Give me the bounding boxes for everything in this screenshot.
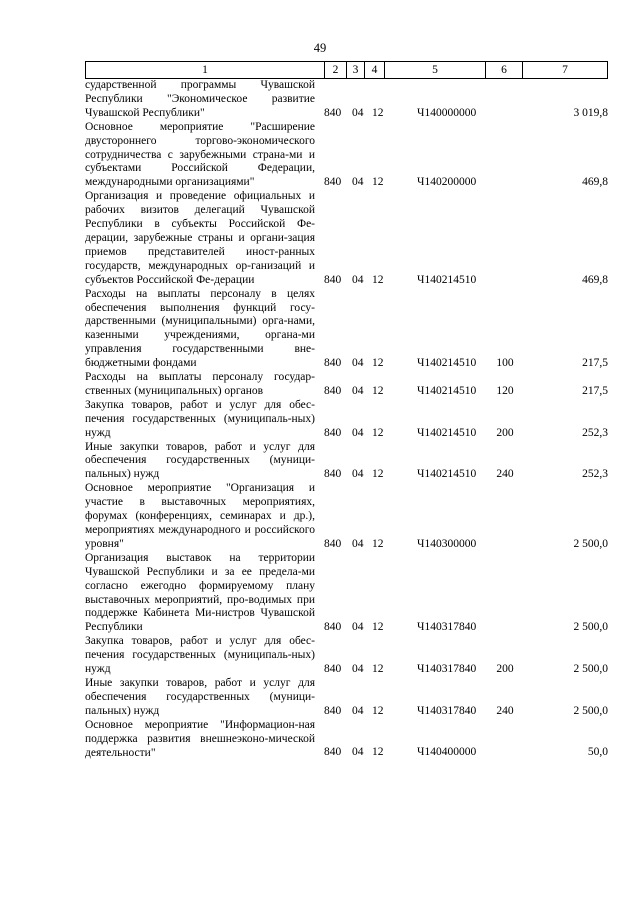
expense-type-code: 200 — [496, 426, 514, 439]
amount: 3 019,8 — [573, 106, 608, 119]
row-description: Расходы на выплаты персоналу в целях обеспечения выполнения функций госу-дарственными (муниципальными) орга-нами, казенными учреждениями, органа-ми управления государственными вне-бюджетными фондами — [85, 287, 315, 370]
target-article-code: Ч140214510 — [417, 468, 477, 481]
row-codes — [315, 357, 608, 371]
amount: 469,8 — [582, 273, 608, 286]
row-codes — [315, 107, 608, 121]
expense-type-code: 200 — [496, 662, 514, 675]
subsection-code: 12 — [372, 468, 384, 481]
row-description: сударственной программы Чувашской Республики "Экономическое развитие Чувашской Республики" — [85, 79, 315, 119]
table-row — [85, 719, 608, 761]
table-row — [85, 288, 608, 371]
subsection-code: 12 — [372, 704, 384, 717]
section-code: 04 — [352, 704, 364, 717]
section-code: 04 — [352, 746, 364, 759]
subsection-code: 12 — [372, 426, 384, 439]
table-row — [85, 441, 608, 483]
table-row — [85, 371, 608, 399]
target-article-code: Ч140317840 — [417, 704, 477, 717]
amount: 217,5 — [582, 357, 608, 370]
subsection-code: 12 — [372, 357, 384, 370]
header-col-5: 5 — [385, 62, 486, 78]
table-row — [85, 552, 608, 635]
expense-type-code: 100 — [496, 357, 514, 370]
row-description: Иные закупки товаров, работ и услуг для обеспечения государственных (муници-пальных) нужд — [85, 440, 315, 481]
amount: 2 500,0 — [573, 621, 608, 634]
table-row — [85, 482, 608, 552]
target-article-code: Ч140214510 — [417, 273, 477, 286]
table-row — [85, 121, 608, 191]
header-col-7: 7 — [562, 64, 568, 76]
row-description: Закупка товаров, работ и услуг для обес-печения государственных (муниципаль-ных) нужд — [85, 635, 315, 676]
subsection-code: 12 — [372, 176, 384, 189]
grbs-code: 840 — [324, 426, 342, 439]
expense-type-code: 240 — [496, 468, 514, 481]
header-col-2: 2 — [325, 62, 347, 78]
section-code: 04 — [352, 468, 364, 481]
header-col-1: 1 — [86, 62, 325, 78]
amount: 50,0 — [587, 746, 608, 759]
row-description: Закупка товаров, работ и услуг для обес-печения государственных (муниципаль-ных) нужд — [85, 398, 315, 439]
row-codes — [315, 746, 608, 760]
row-codes — [315, 468, 608, 482]
row-description: Основное мероприятие "Информацион-ная поддержка развития внешнеэконо-мической деятельности" — [85, 718, 315, 759]
grbs-code: 840 — [324, 704, 342, 717]
subsection-code: 12 — [372, 384, 384, 397]
grbs-code: 840 — [324, 273, 342, 286]
row-codes — [315, 621, 608, 635]
subsection-code: 12 — [372, 746, 384, 759]
section-code: 04 — [352, 273, 364, 286]
row-description: Основное мероприятие "Расширение двустороннего торгово-экономического сотрудничества с зарубежными страна-ми и субъектами Российской Федерации, международными организациями" — [85, 120, 315, 189]
target-article-code: Ч140317840 — [417, 621, 477, 634]
grbs-code: 840 — [324, 468, 342, 481]
row-description: Организация и проведение официальных и рабочих визитов делегаций Чувашской Республики в субъекты Российской Фе-дерации, зарубежные страны и органи-зация приемов представителей иност-ранных государств, международных ор-ганизаций и субъектов Российской Фе-дерации — [85, 190, 315, 286]
amount: 252,3 — [582, 468, 608, 481]
row-description: Основное мероприятие "Организация и участие в выставочных мероприятиях, форумах (конференциях, семинарах и др.), мероприятиях международного и российского уровня" — [85, 482, 315, 550]
grbs-code: 840 — [324, 537, 342, 550]
grbs-code: 840 — [324, 746, 342, 759]
row-codes — [315, 176, 608, 190]
subsection-code: 12 — [372, 537, 384, 550]
target-article-code: Ч140214510 — [417, 357, 477, 370]
row-codes — [315, 427, 608, 441]
target-article-code: Ч140000000 — [417, 106, 477, 119]
section-code: 04 — [352, 384, 364, 397]
subsection-code: 12 — [372, 106, 384, 119]
grbs-code: 840 — [324, 106, 342, 119]
target-article-code: Ч140400000 — [417, 746, 477, 759]
grbs-code: 840 — [324, 662, 342, 675]
target-article-code: Ч140200000 — [417, 176, 477, 189]
amount: 469,8 — [582, 176, 608, 189]
section-code: 04 — [352, 106, 364, 119]
header-col-6: 6 — [486, 62, 523, 78]
row-description: Иные закупки товаров, работ и услуг для обеспечения государственных (муници-пальных) нужд — [85, 676, 315, 717]
table-row — [85, 79, 608, 121]
table-row — [85, 190, 608, 287]
grbs-code: 840 — [324, 357, 342, 370]
row-description: Организация выставок на территории Чувашской Республики и за ее предела-ми согласно ежегодно формируемому плану выставочных мероприятий, про-водимых при поддержке Кабинета Ми-нистров Чувашской Республики — [85, 551, 315, 634]
table-header — [85, 61, 608, 79]
section-code: 04 — [352, 176, 364, 189]
amount: 217,5 — [582, 384, 608, 397]
section-code: 04 — [352, 537, 364, 550]
amount: 2 500,0 — [573, 662, 608, 675]
row-codes — [315, 274, 608, 288]
row-description: Расходы на выплаты персоналу государ-ственных (муниципальных) органов — [85, 371, 315, 397]
grbs-code: 840 — [324, 384, 342, 397]
section-code: 04 — [352, 357, 364, 370]
section-code: 04 — [352, 662, 364, 675]
target-article-code: Ч140300000 — [417, 537, 477, 550]
section-code: 04 — [352, 621, 364, 634]
grbs-code: 840 — [324, 176, 342, 189]
header-col-4: 4 — [365, 62, 385, 78]
row-codes — [315, 538, 608, 552]
budget-table-body — [85, 79, 608, 760]
expense-type-code: 120 — [496, 384, 514, 397]
amount: 2 500,0 — [573, 704, 608, 717]
amount: 252,3 — [582, 426, 608, 439]
grbs-code: 840 — [324, 621, 342, 634]
row-codes — [315, 663, 608, 677]
table-row — [85, 399, 608, 441]
target-article-code: Ч140317840 — [417, 662, 477, 675]
page-number: 49 — [313, 41, 327, 55]
subsection-code: 12 — [372, 662, 384, 675]
header-col-3: 3 — [347, 62, 365, 78]
table-row — [85, 677, 608, 719]
amount: 2 500,0 — [573, 537, 608, 550]
row-codes — [315, 385, 608, 399]
row-codes — [315, 705, 608, 719]
subsection-code: 12 — [372, 273, 384, 286]
target-article-code: Ч140214510 — [417, 384, 477, 397]
subsection-code: 12 — [372, 621, 384, 634]
expense-type-code: 240 — [496, 704, 514, 717]
target-article-code: Ч140214510 — [417, 426, 477, 439]
table-row — [85, 635, 608, 677]
section-code: 04 — [352, 426, 364, 439]
